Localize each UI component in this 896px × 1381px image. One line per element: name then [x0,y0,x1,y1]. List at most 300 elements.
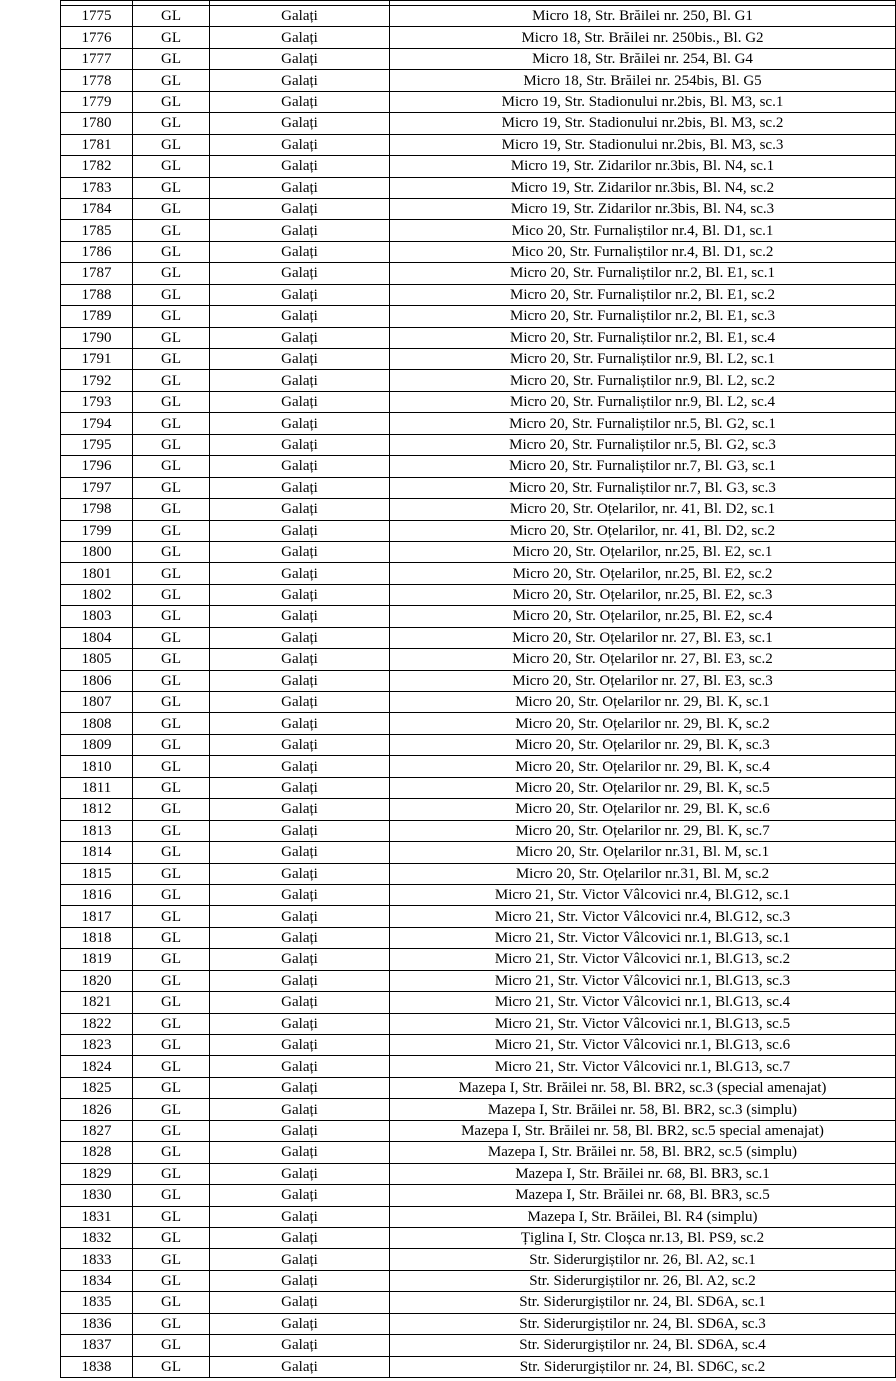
row-number-cell: 1814 [61,842,133,863]
city-name-cell: Galați [210,970,390,991]
city-name-cell: Galați [210,541,390,562]
city-name-cell: Galați [210,992,390,1013]
city-name-cell: Galați [210,499,390,520]
address-cell: Str. Siderurgiștilor nr. 24, Bl. SD6C, sc.2 [390,1356,896,1377]
county-code-cell: GL [133,906,210,927]
address-cell: Mico 20, Str. Furnaliștilor nr.4, Bl. D1, sc.2 [390,241,896,262]
table-row [61,27,896,48]
county-code-cell: GL [133,1206,210,1227]
table-row [61,1227,896,1248]
row-number-cell: 1827 [61,1120,133,1141]
table-row [61,1013,896,1034]
row-number-cell: 1832 [61,1227,133,1248]
address-cell: Micro 20, Str. Furnaliștilor nr.2, Bl. E1, sc.4 [390,327,896,348]
county-code-cell: GL [133,713,210,734]
city-name-cell: Galați [210,1356,390,1377]
address-cell: Mazepa I, Str. Brăilei nr. 58, Bl. BR2, sc.5 (simplu) [390,1142,896,1163]
table-row [61,520,896,541]
row-number-cell: 1809 [61,734,133,755]
city-name-cell: Galați [210,27,390,48]
county-code-cell: GL [133,756,210,777]
city-name-cell: Galați [210,627,390,648]
city-name-cell: Galați [210,241,390,262]
table-row [61,284,896,305]
county-code-cell: GL [133,692,210,713]
address-cell: Micro 20, Str. Furnaliștilor nr.9, Bl. L2, sc.4 [390,391,896,412]
city-name-cell: Galați [210,756,390,777]
address-cell: Str. Siderurgiștilor nr. 24, Bl. SD6A, sc.4 [390,1335,896,1356]
city-name-cell: Galați [210,220,390,241]
county-code-cell: GL [133,6,210,27]
address-cell: Micro 20, Str. Furnaliștilor nr.9, Bl. L2, sc.2 [390,370,896,391]
table-row [61,327,896,348]
county-code-cell: GL [133,1270,210,1291]
table-row [61,992,896,1013]
address-cell: Micro 21, Str. Victor Vâlcovici nr.4, Bl.G12, sc.3 [390,906,896,927]
county-code-cell: GL [133,1013,210,1034]
row-number-cell: 1784 [61,198,133,219]
table-row [61,1292,896,1313]
county-code-cell: GL [133,734,210,755]
row-number-cell: 1776 [61,27,133,48]
city-name-cell: Galați [210,1249,390,1270]
table-row [61,198,896,219]
row-number-cell: 1786 [61,241,133,262]
county-code-cell: GL [133,1142,210,1163]
address-table [60,0,896,1378]
table-row [61,370,896,391]
city-name-cell: Galați [210,799,390,820]
county-code-cell: GL [133,627,210,648]
row-number-cell: 1800 [61,541,133,562]
table-row [61,670,896,691]
address-cell: Micro 19, Str. Zidarilor nr.3bis, Bl. N4, sc.3 [390,198,896,219]
county-code-cell: GL [133,306,210,327]
address-cell: Mazepa I, Str. Brăilei nr. 58, Bl. BR2, sc.5 special amenajat) [390,1120,896,1141]
table-row [61,48,896,69]
county-code-cell: GL [133,606,210,627]
row-number-cell: 1831 [61,1206,133,1227]
city-name-cell: Galați [210,734,390,755]
city-name-cell: Galați [210,1270,390,1291]
row-number-cell: 1819 [61,949,133,970]
row-number-cell: 1787 [61,263,133,284]
county-code-cell: GL [133,220,210,241]
county-code-cell: GL [133,284,210,305]
address-cell: Micro 20, Str. Furnaliștilor nr.2, Bl. E1, sc.3 [390,306,896,327]
city-name-cell: Galați [210,391,390,412]
county-code-cell: GL [133,1185,210,1206]
row-number-cell: 1797 [61,477,133,498]
address-cell: Micro 20, Str. Furnaliștilor nr.9, Bl. L2, sc.1 [390,349,896,370]
address-cell: Str. Siderurgiștilor nr. 24, Bl. SD6A, sc.3 [390,1313,896,1334]
address-cell: Micro 21, Str. Victor Vâlcovici nr.1, Bl.G13, sc.7 [390,1056,896,1077]
row-number-cell: 1779 [61,91,133,112]
row-number-cell: 1803 [61,606,133,627]
table-row [61,1077,896,1098]
table-row [61,1185,896,1206]
address-cell: Micro 20, Str. Oțelarilor nr. 29, Bl. K, sc.7 [390,820,896,841]
row-number-cell: 1780 [61,113,133,134]
table-row [61,927,896,948]
address-cell: Micro 18, Str. Brăilei nr. 254, Bl. G4 [390,48,896,69]
address-cell: Str. Siderurgiștilor nr. 24, Bl. SD6A, sc.1 [390,1292,896,1313]
row-number-cell: 1824 [61,1056,133,1077]
county-code-cell: GL [133,198,210,219]
city-name-cell: Galați [210,1185,390,1206]
address-cell: Micro 21, Str. Victor Vâlcovici nr.4, Bl.G12, sc.1 [390,884,896,905]
address-cell: Str. Siderurgiștilor nr. 26, Bl. A2, sc.1 [390,1249,896,1270]
row-number-cell: 1777 [61,48,133,69]
county-code-cell: GL [133,670,210,691]
city-name-cell: Galați [210,1206,390,1227]
county-code-cell: GL [133,541,210,562]
city-name-cell: Galați [210,692,390,713]
address-cell: Micro 20, Str. Oțelarilor, nr. 41, Bl. D2, sc.1 [390,499,896,520]
row-number-cell: 1812 [61,799,133,820]
table-row [61,906,896,927]
city-name-cell: Galați [210,520,390,541]
county-code-cell: GL [133,134,210,155]
row-number-cell: 1815 [61,863,133,884]
row-number-cell: 1834 [61,1270,133,1291]
county-code-cell: GL [133,434,210,455]
row-number-cell: 1799 [61,520,133,541]
county-code-cell: GL [133,27,210,48]
address-cell: Micro 18, Str. Brăilei nr. 250, Bl. G1 [390,6,896,27]
city-name-cell: Galați [210,70,390,91]
row-number-cell: 1821 [61,992,133,1013]
table-row [61,541,896,562]
row-number-cell: 1778 [61,70,133,91]
row-number-cell: 1790 [61,327,133,348]
table-row [61,756,896,777]
city-name-cell: Galați [210,713,390,734]
city-name-cell: Galați [210,198,390,219]
row-number-cell: 1796 [61,456,133,477]
table-row [61,734,896,755]
row-number-cell: 1808 [61,713,133,734]
address-cell: Micro 20, Str. Oțelarilor nr.31, Bl. M, sc.2 [390,863,896,884]
county-code-cell: GL [133,177,210,198]
city-name-cell: Galați [210,134,390,155]
address-cell: Micro 20, Str. Oțelarilor nr. 29, Bl. K, sc.4 [390,756,896,777]
table-row [61,1249,896,1270]
address-cell: Micro 21, Str. Victor Vâlcovici nr.1, Bl.G13, sc.2 [390,949,896,970]
city-name-cell: Galați [210,1035,390,1056]
address-cell: Micro 20, Str. Oțelarilor nr. 27, Bl. E3, sc.1 [390,627,896,648]
table-row [61,263,896,284]
county-code-cell: GL [133,649,210,670]
address-cell: Micro 21, Str. Victor Vâlcovici nr.1, Bl.G13, sc.4 [390,992,896,1013]
row-number-cell: 1835 [61,1292,133,1313]
county-code-cell: GL [133,1227,210,1248]
address-cell: Micro 20, Str. Oțelarilor, nr.25, Bl. E2, sc.3 [390,584,896,605]
city-name-cell: Galați [210,349,390,370]
table-row [61,1142,896,1163]
county-code-cell: GL [133,391,210,412]
county-code-cell: GL [133,884,210,905]
table-row [61,584,896,605]
address-cell: Micro 20, Str. Oțelarilor, nr.25, Bl. E2, sc.2 [390,563,896,584]
row-number-cell: 1836 [61,1313,133,1334]
table-row [61,1056,896,1077]
address-cell: Micro 20, Str. Oțelarilor, nr.25, Bl. E2, sc.1 [390,541,896,562]
address-cell: Micro 18, Str. Brăilei nr. 250bis., Bl. G2 [390,27,896,48]
address-cell: Micro 19, Str. Stadionului nr.2bis, Bl. M3, sc.1 [390,91,896,112]
table-row [61,113,896,134]
city-name-cell: Galați [210,6,390,27]
row-number-cell: 1782 [61,156,133,177]
city-name-cell: Galați [210,1313,390,1334]
county-code-cell: GL [133,370,210,391]
city-name-cell: Galați [210,670,390,691]
table-row [61,1313,896,1334]
table-body [61,1,896,1378]
address-cell: Str. Siderurgiștilor nr. 26, Bl. A2, sc.2 [390,1270,896,1291]
county-code-cell: GL [133,1292,210,1313]
city-name-cell: Galați [210,263,390,284]
county-code-cell: GL [133,263,210,284]
row-number-cell: 1813 [61,820,133,841]
row-number-cell: 1807 [61,692,133,713]
county-code-cell: GL [133,970,210,991]
city-name-cell: Galați [210,906,390,927]
table-row [61,627,896,648]
city-name-cell: Galați [210,156,390,177]
row-number-cell: 1829 [61,1163,133,1184]
county-code-cell: GL [133,520,210,541]
row-number-cell: 1788 [61,284,133,305]
address-cell: Micro 21, Str. Victor Vâlcovici nr.1, Bl.G13, sc.6 [390,1035,896,1056]
county-code-cell: GL [133,1335,210,1356]
table-row [61,949,896,970]
county-code-cell: GL [133,327,210,348]
row-number-cell: 1791 [61,349,133,370]
row-number-cell: 1793 [61,391,133,412]
row-number-cell: 1775 [61,6,133,27]
row-number-cell: 1826 [61,1099,133,1120]
address-cell: Țiglina I, Str. Cloșca nr.13, Bl. PS9, sc.2 [390,1227,896,1248]
county-code-cell: GL [133,456,210,477]
table-row [61,970,896,991]
city-name-cell: Galați [210,306,390,327]
row-number-cell: 1820 [61,970,133,991]
city-name-cell: Galați [210,1292,390,1313]
county-code-cell: GL [133,584,210,605]
row-number-cell: 1838 [61,1356,133,1377]
city-name-cell: Galați [210,434,390,455]
address-cell: Micro 20, Str. Furnaliștilor nr.2, Bl. E1, sc.1 [390,263,896,284]
county-code-cell: GL [133,1056,210,1077]
county-code-cell: GL [133,91,210,112]
address-cell: Micro 20, Str. Furnaliștilor nr.7, Bl. G3, sc.3 [390,477,896,498]
county-code-cell: GL [133,949,210,970]
row-number-cell: 1794 [61,413,133,434]
address-cell: Micro 20, Str. Oțelarilor nr.31, Bl. M, sc.1 [390,842,896,863]
table-row [61,649,896,670]
table-row [61,156,896,177]
county-code-cell: GL [133,113,210,134]
city-name-cell: Galați [210,777,390,798]
county-code-cell: GL [133,863,210,884]
county-code-cell: GL [133,1077,210,1098]
city-name-cell: Galați [210,1142,390,1163]
table-row [61,349,896,370]
address-cell: Micro 20, Str. Furnaliștilor nr.7, Bl. G3, sc.1 [390,456,896,477]
table-row [61,799,896,820]
table-row [61,413,896,434]
county-code-cell: GL [133,1099,210,1120]
address-cell: Micro 19, Str. Zidarilor nr.3bis, Bl. N4, sc.2 [390,177,896,198]
city-name-cell: Galați [210,48,390,69]
table-row [61,1163,896,1184]
county-code-cell: GL [133,48,210,69]
row-number-cell: 1816 [61,884,133,905]
row-number-cell: 1801 [61,563,133,584]
table-row [61,842,896,863]
city-name-cell: Galați [210,927,390,948]
city-name-cell: Galați [210,863,390,884]
table-row [61,563,896,584]
row-number-cell: 1825 [61,1077,133,1098]
city-name-cell: Galați [210,1013,390,1034]
city-name-cell: Galați [210,284,390,305]
address-cell: Micro 20, Str. Furnaliștilor nr.2, Bl. E1, sc.2 [390,284,896,305]
row-number-cell: 1823 [61,1035,133,1056]
county-code-cell: GL [133,842,210,863]
county-code-cell: GL [133,927,210,948]
table-row [61,1356,896,1377]
row-number-cell: 1781 [61,134,133,155]
table-row [61,713,896,734]
county-code-cell: GL [133,820,210,841]
row-number-cell: 1804 [61,627,133,648]
county-code-cell: GL [133,70,210,91]
table-row [61,1206,896,1227]
county-code-cell: GL [133,799,210,820]
row-number-cell: 1802 [61,584,133,605]
city-name-cell: Galați [210,370,390,391]
city-name-cell: Galați [210,327,390,348]
table-row [61,177,896,198]
table-row [61,434,896,455]
table-row [61,1335,896,1356]
city-name-cell: Galați [210,456,390,477]
county-code-cell: GL [133,1163,210,1184]
row-number-cell: 1828 [61,1142,133,1163]
city-name-cell: Galați [210,884,390,905]
address-cell: Mazepa I, Str. Brăilei, Bl. R4 (simplu) [390,1206,896,1227]
county-code-cell: GL [133,156,210,177]
address-cell: Mazepa I, Str. Brăilei nr. 58, Bl. BR2, sc.3 (special amenajat) [390,1077,896,1098]
row-number-cell: 1810 [61,756,133,777]
city-name-cell: Galați [210,1227,390,1248]
city-name-cell: Galați [210,563,390,584]
table-row [61,499,896,520]
address-cell: Micro 20, Str. Oțelarilor nr. 29, Bl. K, sc.3 [390,734,896,755]
city-name-cell: Galați [210,842,390,863]
county-code-cell: GL [133,1249,210,1270]
table-row [61,884,896,905]
table-row [61,1270,896,1291]
address-cell: Mico 20, Str. Furnaliștilor nr.4, Bl. D1, sc.1 [390,220,896,241]
address-cell: Micro 20, Str. Furnaliștilor nr.5, Bl. G2, sc.1 [390,413,896,434]
address-cell: Micro 20, Str. Oțelarilor nr. 29, Bl. K, sc.2 [390,713,896,734]
address-cell: Micro 18, Str. Brăilei nr. 254bis, Bl. G5 [390,70,896,91]
address-cell: Micro 20, Str. Oțelarilor nr. 27, Bl. E3, sc.2 [390,649,896,670]
address-cell: Micro 19, Str. Stadionului nr.2bis, Bl. M3, sc.3 [390,134,896,155]
address-cell: Micro 21, Str. Victor Vâlcovici nr.1, Bl.G13, sc.3 [390,970,896,991]
city-name-cell: Galați [210,477,390,498]
table-row [61,70,896,91]
county-code-cell: GL [133,477,210,498]
table-row [61,820,896,841]
address-cell: Mazepa I, Str. Brăilei nr. 68, Bl. BR3, sc.1 [390,1163,896,1184]
row-number-cell: 1783 [61,177,133,198]
row-number-cell: 1789 [61,306,133,327]
city-name-cell: Galați [210,113,390,134]
city-name-cell: Galați [210,1099,390,1120]
address-cell: Micro 21, Str. Victor Vâlcovici nr.1, Bl.G13, sc.1 [390,927,896,948]
table-row [61,1099,896,1120]
city-name-cell: Galați [210,177,390,198]
row-number-cell: 1806 [61,670,133,691]
table-row [61,456,896,477]
city-name-cell: Galați [210,1335,390,1356]
address-cell: Micro 20, Str. Oțelarilor nr. 29, Bl. K, sc.1 [390,692,896,713]
address-cell: Micro 21, Str. Victor Vâlcovici nr.1, Bl.G13, sc.5 [390,1013,896,1034]
county-code-cell: GL [133,349,210,370]
row-number-cell: 1817 [61,906,133,927]
row-number-cell: 1822 [61,1013,133,1034]
city-name-cell: Galați [210,949,390,970]
address-cell: Micro 19, Str. Zidarilor nr.3bis, Bl. N4, sc.1 [390,156,896,177]
address-cell: Micro 20, Str. Oțelarilor, nr.25, Bl. E2, sc.4 [390,606,896,627]
table-row [61,477,896,498]
row-number-cell: 1811 [61,777,133,798]
county-code-cell: GL [133,1120,210,1141]
row-number-cell: 1837 [61,1335,133,1356]
table-row [61,91,896,112]
row-number-cell: 1792 [61,370,133,391]
row-number-cell: 1785 [61,220,133,241]
row-number-cell: 1818 [61,927,133,948]
table-row [61,391,896,412]
county-code-cell: GL [133,1313,210,1334]
row-number-cell: 1798 [61,499,133,520]
row-number-cell: 1833 [61,1249,133,1270]
address-cell: Micro 20, Str. Oțelarilor nr. 27, Bl. E3, sc.3 [390,670,896,691]
table-row [61,241,896,262]
county-code-cell: GL [133,992,210,1013]
address-cell: Micro 19, Str. Stadionului nr.2bis, Bl. M3, sc.2 [390,113,896,134]
city-name-cell: Galați [210,1077,390,1098]
county-code-cell: GL [133,241,210,262]
county-code-cell: GL [133,499,210,520]
row-number-cell: 1830 [61,1185,133,1206]
document-page [60,0,896,1378]
address-cell: Micro 20, Str. Oțelarilor, nr. 41, Bl. D2, sc.2 [390,520,896,541]
county-code-cell: GL [133,563,210,584]
county-code-cell: GL [133,1035,210,1056]
city-name-cell: Galați [210,413,390,434]
row-number-cell: 1805 [61,649,133,670]
county-code-cell: GL [133,777,210,798]
city-name-cell: Galați [210,606,390,627]
table-row [61,863,896,884]
city-name-cell: Galați [210,1056,390,1077]
